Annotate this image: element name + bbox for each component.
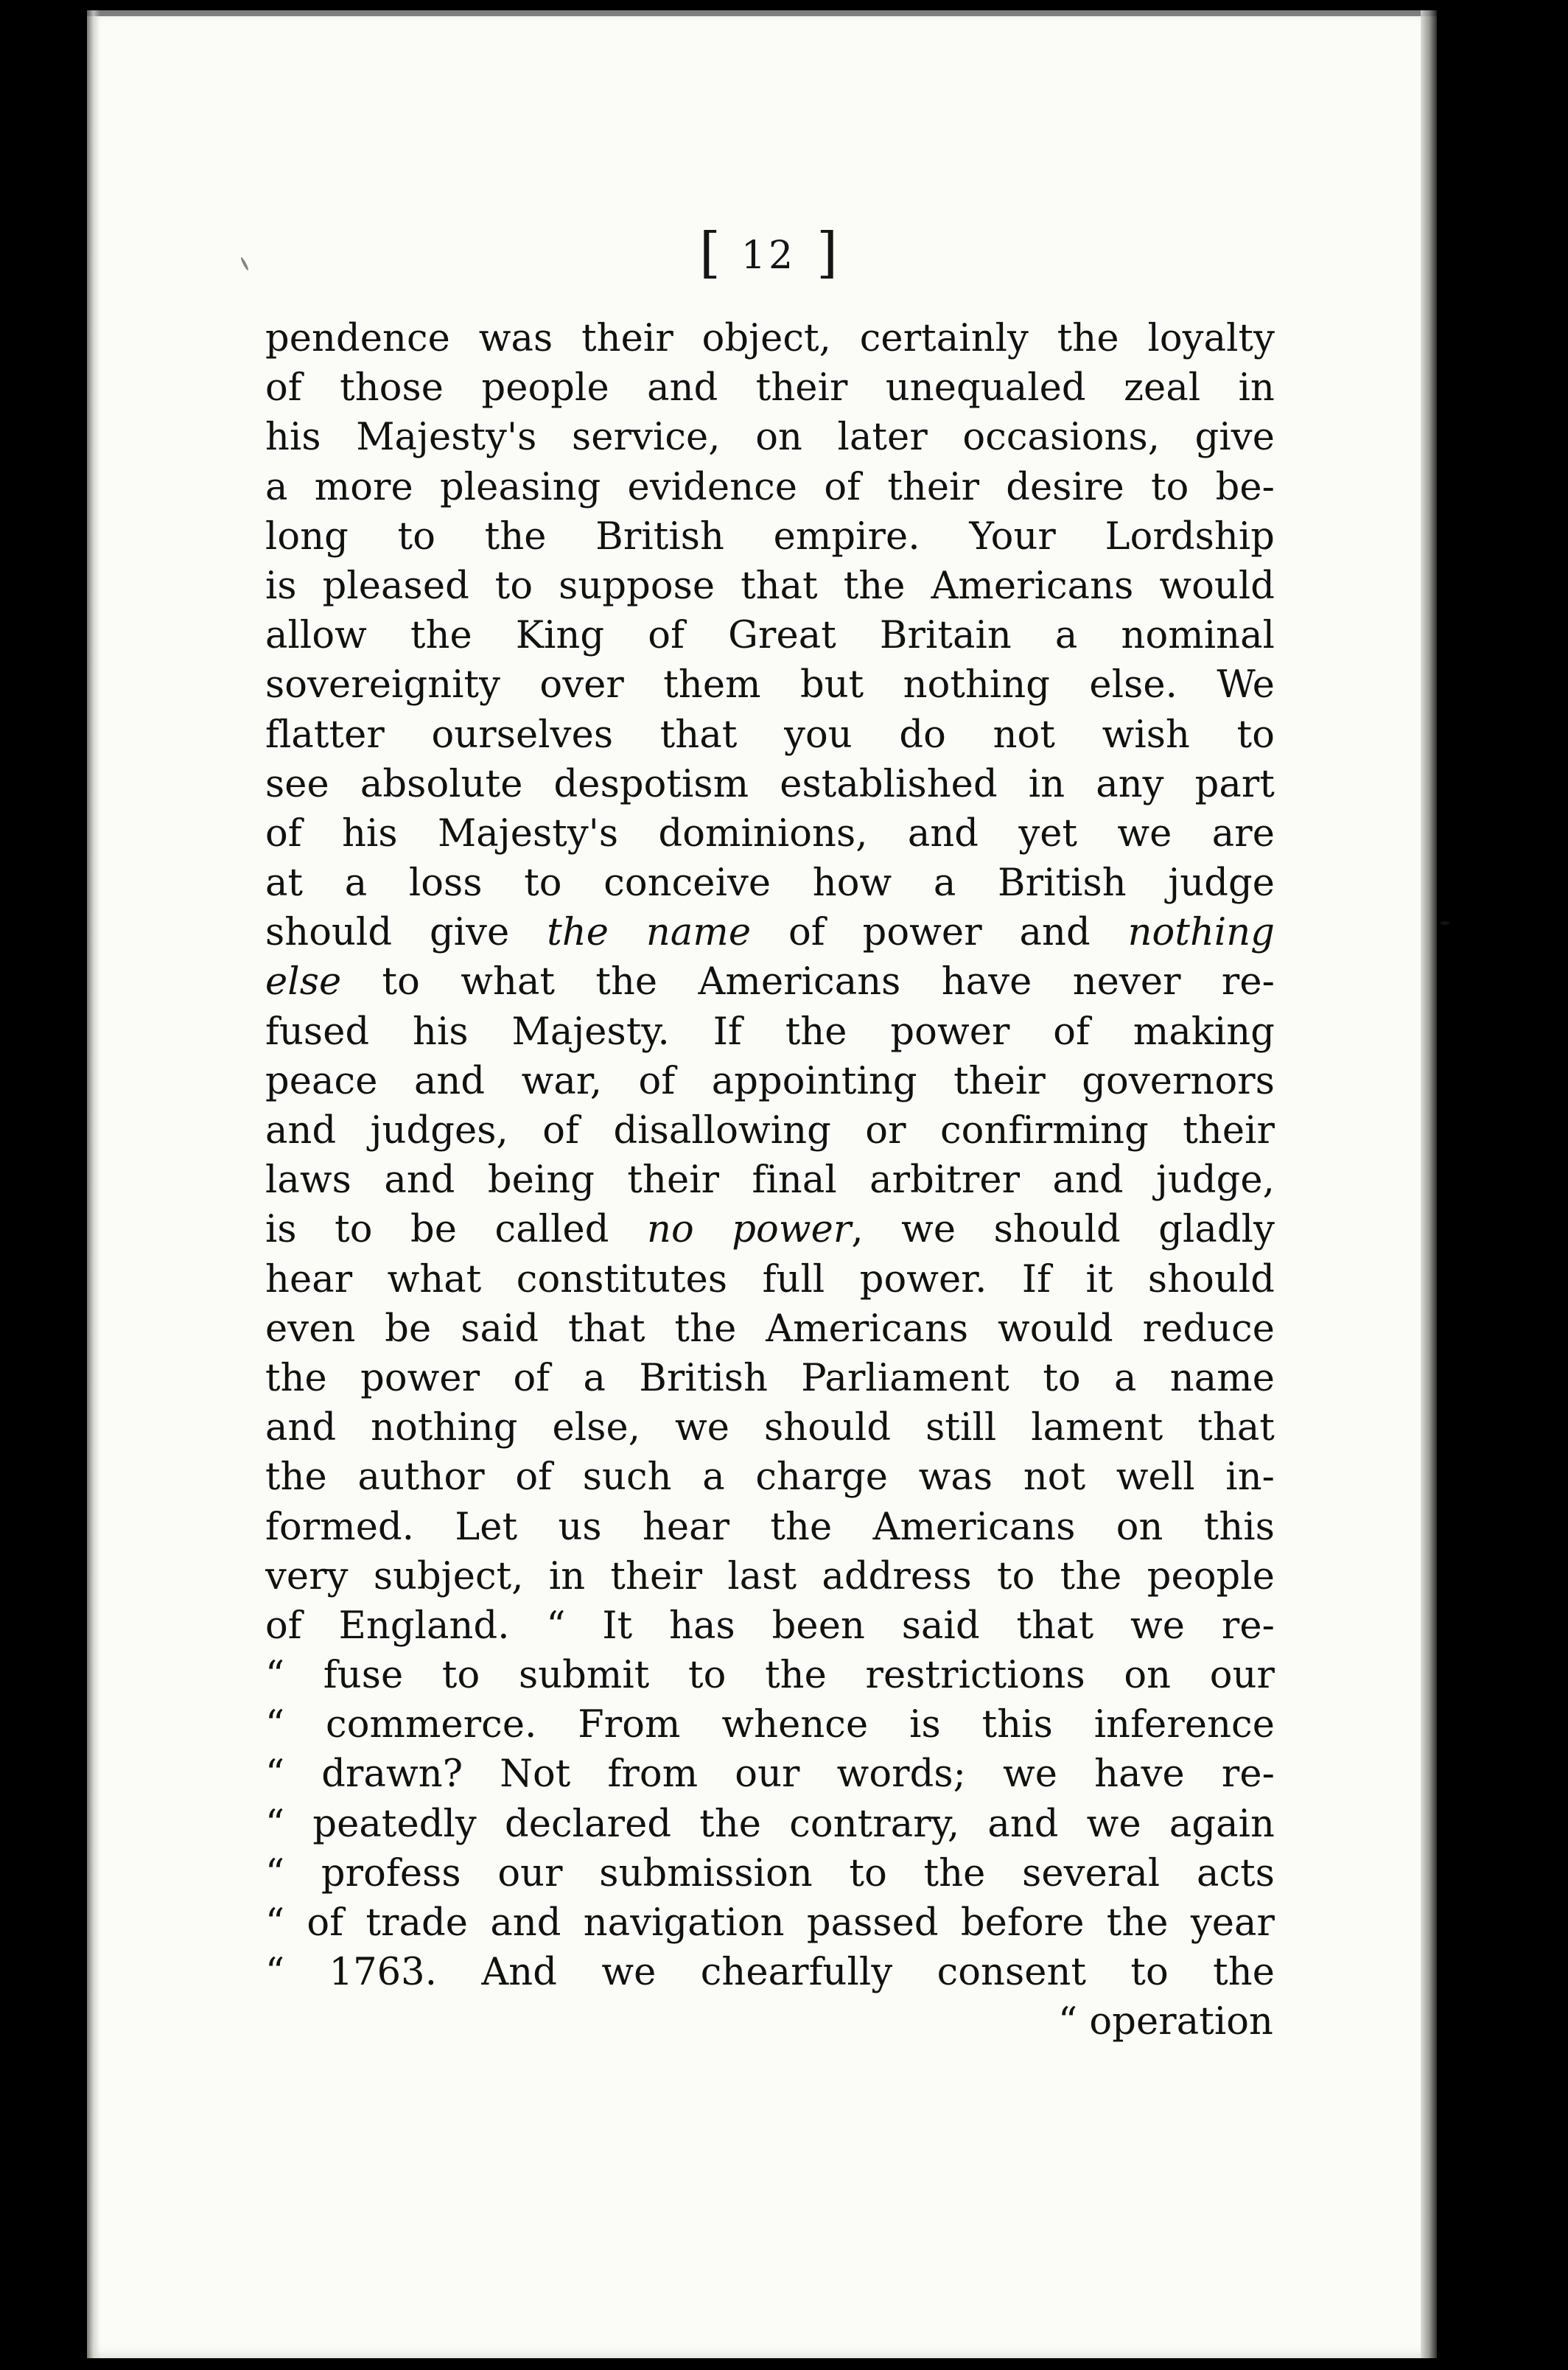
- quoted-text-line: “ drawn? Not from our words; we have re-: [265, 1752, 1275, 1797]
- text-line: flatter ourselves that you do not wish to: [265, 713, 1275, 757]
- text-line: pendence was their object, certainly the loyalty: [265, 317, 1275, 360]
- top-shadow-rule: [87, 10, 1437, 16]
- text-line: fused his Majesty. If the power of making: [265, 1010, 1275, 1054]
- quoted-text-line: “ profess our submission to the several acts: [265, 1851, 1275, 1895]
- text-line: the author of such a charge was not well in-: [265, 1455, 1275, 1500]
- right-page-edge: [1421, 10, 1437, 2358]
- text-line-with-italics: is to be called no power, we should gladly: [265, 1208, 1275, 1252]
- text-line: of England. “ It has been said that we re-: [265, 1604, 1275, 1648]
- left-page-edge: [87, 10, 100, 2358]
- paper-mark: [240, 256, 250, 271]
- quoted-text-line: “ peatedly declared the contrary, and we again: [265, 1802, 1275, 1846]
- text-line: hear what constitutes full power. If it should: [265, 1257, 1275, 1301]
- catchword-line: “ operation: [1057, 2000, 1273, 2044]
- quoted-text-line: “ fuse to submit to the restrictions on our: [265, 1654, 1275, 1698]
- text-line: and nothing else, we should still lament that: [265, 1406, 1275, 1450]
- text-line: allow the King of Great Britain a nominal: [265, 614, 1275, 658]
- text-line: even be said that the Americans would reduce: [265, 1307, 1275, 1351]
- quoted-text-line: “ 1763. And we chearfully consent to the: [265, 1951, 1275, 1995]
- text-line-with-italics: else to what the Americans have never re-: [265, 960, 1275, 1004]
- text-line-with-italics: should give the name of power and nothing: [265, 911, 1275, 955]
- quoted-text-line: “ of trade and navigation passed before the year: [265, 1901, 1275, 1945]
- text-line: sovereignity over them but nothing else. We: [265, 663, 1275, 707]
- text-line: formed. Let us hear the Americans on this: [265, 1505, 1275, 1549]
- italic-text: else: [265, 960, 342, 1004]
- italic-text: the name: [547, 911, 752, 955]
- text-line: long to the British empire. Your Lordship: [265, 514, 1275, 559]
- page-number-header: [680, 220, 857, 290]
- quoted-text-line: “ commerce. From whence is this inference: [265, 1703, 1275, 1747]
- body-text: [265, 314, 1275, 2047]
- text-line: at a loss to conceive how a British judge: [265, 861, 1275, 906]
- right-bracket: ]: [816, 220, 838, 284]
- text-line: is pleased to suppose that the Americans would: [265, 564, 1275, 608]
- text-line: a more pleasing evidence of their desire to be-: [265, 465, 1275, 509]
- italic-text: no power: [647, 1208, 852, 1252]
- text-line: of his Majesty's dominions, and yet we are: [265, 811, 1275, 856]
- text-line: see absolute despotism established in any part: [265, 762, 1275, 806]
- text-line: his Majesty's service, on later occasions, give: [265, 416, 1275, 460]
- paper-mark: [1441, 921, 1449, 925]
- text-line: the power of a British Parliament to a name: [265, 1356, 1275, 1400]
- left-bracket: [: [699, 220, 721, 284]
- text-line: laws and being their final arbitrer and judge,: [265, 1158, 1275, 1203]
- page-number: 12: [741, 233, 797, 278]
- text-line: and judges, of disallowing or confirming their: [265, 1109, 1275, 1153]
- text-line: very subject, in their last address to the people: [265, 1554, 1275, 1598]
- text-line: of those people and their unequaled zeal in: [265, 366, 1275, 410]
- italic-text: nothing: [1127, 911, 1275, 955]
- text-line: peace and war, of appointing their governors: [265, 1059, 1275, 1103]
